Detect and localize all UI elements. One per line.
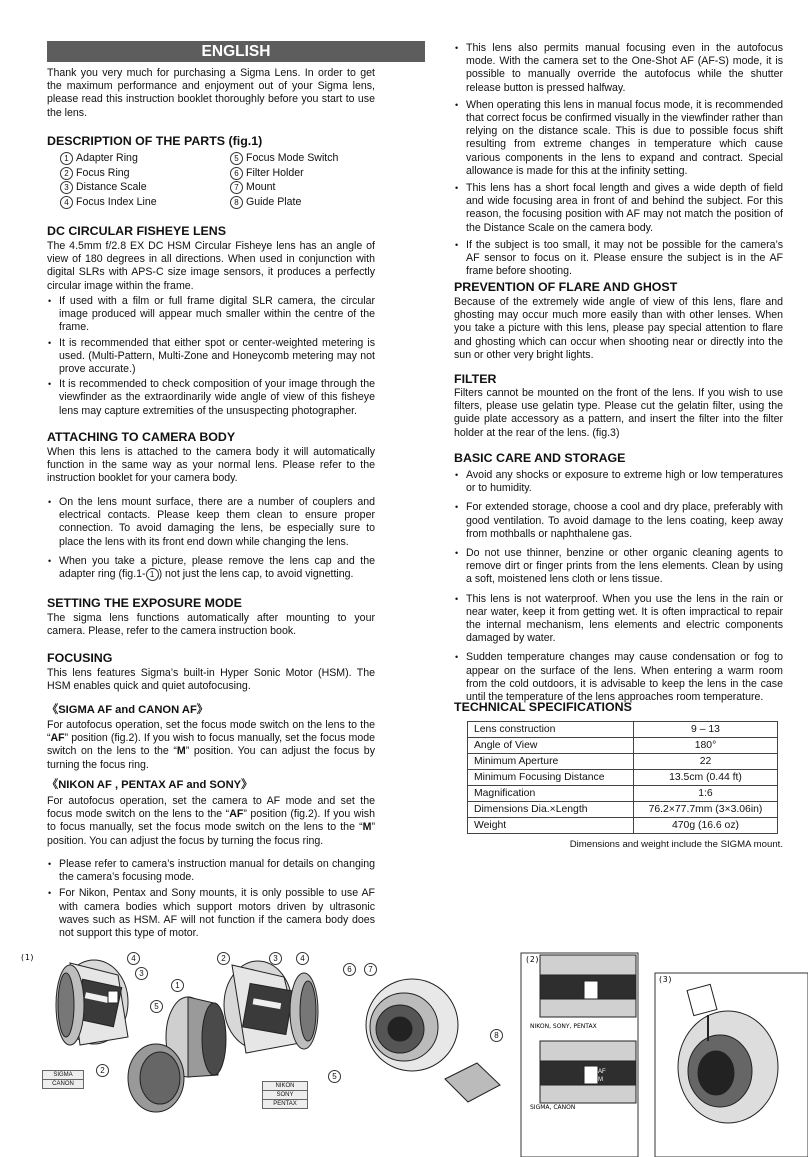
list-item: • If used with a film or full frame digital SLR camera, the circular image produced will appear much smaller within the centre of the frame. xyxy=(47,295,375,335)
part-item: 2 Focus Ring xyxy=(60,167,230,180)
list-item: • This lens has a short focal length and gives a wide depth of field and wide focusing area in front of and behind the subject. For this reason, the focusing position with AF may not match the position of the Distance Scale on the camera body. xyxy=(454,182,783,235)
table-row: Angle of View 180° xyxy=(468,738,778,754)
callout-number: 2 xyxy=(217,952,230,965)
part-item: 8 Guide Plate xyxy=(230,196,390,209)
mount-tag: CANON xyxy=(42,1079,84,1089)
attach-heading: ATTACHING TO CAMERA BODY xyxy=(47,430,236,444)
parts-list xyxy=(47,152,388,209)
list-item: • It is recommended that either spot or center-weighted metering is used. (Multi-Pattern, Multi-Zone and Honeycomb metering may not prove accurate.) xyxy=(47,337,375,377)
fig2-caption-sc: SIGMA, CANON xyxy=(530,1104,576,1111)
figures-area xyxy=(0,945,808,1157)
part-item: 5 Focus Mode Switch xyxy=(230,152,390,165)
nikon-pentax-sony-text: For autofocus operation, set the camera to AF mode and set the focus mode switch on the lens to the “AF” position (fig.2). If you wish to focus manually, set the focus mode switch on the lens to the “M” position. You can adjust the focus by turning the focus ring. xyxy=(47,795,375,847)
part-item: 3 Distance Scale xyxy=(60,181,230,194)
mount-tag: SONY xyxy=(262,1090,308,1100)
fig3-label: (3) xyxy=(658,975,673,984)
callout-number: 4 xyxy=(296,952,309,965)
callout-number: 1 xyxy=(171,979,184,992)
sigma-canon-subheading: 《SIGMA AF and CANON AF》 xyxy=(47,704,208,716)
filter-insert-drawing xyxy=(678,984,778,1123)
part-item: 4 Focus Index Line xyxy=(60,196,230,209)
mount-tag: NIKON xyxy=(262,1081,308,1091)
figure-illustrations xyxy=(0,945,808,1157)
nikon-pentax-sony-subheading: 《NIKON AF , PENTAX AF and SONY》 xyxy=(47,779,253,791)
lens-drawing xyxy=(56,960,128,1045)
sigma-canon-text: For autofocus operation, set the focus mode switch on the lens to the “AF” position (fig.2). If you wish to focus manually, set the focus mode switch on the lens to the “M” position. You can adjust the focus by turning the focus ring. xyxy=(47,719,375,771)
callout-number: 6 xyxy=(343,963,356,976)
mount-tag: PENTAX xyxy=(262,1099,308,1109)
focusing-text: This lens features Sigma’s built-in Hyper Sonic Motor (HSM). The HSM enables quick and quiet autofocusing. xyxy=(47,667,375,693)
attach-bullets xyxy=(47,496,375,583)
mount-tag: SIGMA xyxy=(42,1070,84,1080)
lens-rear-drawing xyxy=(366,979,458,1071)
callout-number: 2 xyxy=(96,1064,109,1077)
list-item: • When operating this lens in manual focus mode, it is recommended that correct focus be confirmed visually in the viewfinder rather than relying on the distance scale. This is due to possible focus shift resulting from extreme changes in temperature which cause various components in the lens to expand and contract. Special allowance is made for this at the infinity setting. xyxy=(454,99,783,178)
rear-cap-drawing xyxy=(128,1044,184,1112)
exposure-heading: SETTING THE EXPOSURE MODE xyxy=(47,596,242,610)
table-row: Minimum Aperture 22 xyxy=(468,754,778,770)
list-item: • This lens is not waterproof. When you use the lens in the rain or near water, keep it from getting wet. It is often impractical to repair the internal mechanism, lens elements and electric components damaged by water. xyxy=(454,593,783,646)
table-row: Magnification 1:6 xyxy=(468,786,778,802)
list-item: • For extended storage, choose a cool and dry place, preferably with good ventilation. To avoid damage to the lens coating, keep away from mothballs or naphthalene gas. xyxy=(454,501,783,541)
flare-text: Because of the extremely wide angle of view of this lens, flare and ghosting may occur much more easily than with other lenses. When you take a picture with this lens, please pay special attention to flare and ghosting which can occur when shooting near or directly into the sun or other very bright lights. xyxy=(454,296,783,361)
callout-number: 5 xyxy=(328,1070,341,1083)
fisheye-heading: DC CIRCULAR FISHEYE LENS xyxy=(47,224,226,238)
switch-af-label: AF xyxy=(598,1069,606,1075)
part-item: 6 Filter Holder xyxy=(230,167,390,180)
fisheye-text: The 4.5mm f/2.8 EX DC HSM Circular Fisheye lens has an angle of view of 180 degrees in all directions. When used in conjunction with digital SLRs with APS-C size image sensors, it produces a perfectly circular image within the frame. xyxy=(47,240,375,292)
focusing-notes xyxy=(454,42,783,280)
list-item: • Avoid any shocks or exposure to extreme high or low temperatures or to humidity. xyxy=(454,469,783,495)
part-item: 7 Mount xyxy=(230,181,390,194)
language-banner: ENGLISH xyxy=(47,41,425,62)
list-item: • Do not use thinner, benzine or other organic cleaning agents to remove dirt or finger prints from the lens elements. Clean by using a soft, moistened lens cloth or lens tissue. xyxy=(454,547,783,587)
flare-heading: PREVENTION OF FLARE AND GHOST xyxy=(454,280,678,294)
intro-text: Thank you very much for purchasing a Sigma Lens. In order to get the maximum performance and enjoyment out of your Sigma lens, please read this instruction booklet thoroughly before you start to use the lens. xyxy=(47,67,375,119)
callout-number: 8 xyxy=(490,1029,503,1042)
focusing-bullets xyxy=(47,858,375,942)
guide-plate-drawing xyxy=(445,1063,500,1102)
care-bullets xyxy=(454,469,783,706)
callout-number: 3 xyxy=(135,967,148,980)
callout-number: 4 xyxy=(127,952,140,965)
callout-number: 3 xyxy=(269,952,282,965)
callout-number: 7 xyxy=(364,963,377,976)
focusing-heading: FOCUSING xyxy=(47,651,113,665)
filter-text: Filters cannot be mounted on the front of the lens. If you wish to use filters, please use gelatin type. Please cut the gelatin filter, using the guide plate accessory as a pattern, and insert the filter into the filter holder at the rear of the lens. (fig.3) xyxy=(454,387,783,439)
fig2-caption-nsp: NIKON, SONY, PENTAX xyxy=(530,1023,597,1030)
filter-heading: FILTER xyxy=(454,372,497,386)
switch-m-label: M xyxy=(598,1077,603,1083)
specs-heading: TECHNICAL SPECIFICATIONS xyxy=(454,700,632,714)
list-item: • Please refer to camera’s instruction manual for details on changing the camera’s focusing mode. xyxy=(47,858,375,884)
exposure-text: The sigma lens functions automatically after mounting to your camera. Please, refer to the camera instruction book. xyxy=(47,612,375,638)
table-row: Weight 470g (16.6 oz) xyxy=(468,818,778,834)
part-item: 1 Adapter Ring xyxy=(60,152,230,165)
list-item: • Sudden temperature changes may cause condensation or fog to appear on the surface of the lens. When entering a warm room from the cold outdoors, it is advisable to keep the lens in the case until the temperature of the lens approaches room temperature. xyxy=(454,651,783,704)
fig2-label: (2) xyxy=(525,955,540,964)
fig1-label: (1) xyxy=(20,953,35,962)
list-item: • It is recommended to check composition of your image through the viewfinder as the extraordinarily wide angle of view of this fisheye lens may capture extremities of the unsuspecting photographer. xyxy=(47,378,375,418)
callout-number: 5 xyxy=(150,1000,163,1013)
specs-table xyxy=(467,721,778,834)
list-item: • This lens also permits manual focusing even in the autofocus mode. With the camera set to the One-Shot AF (AF-S) mode, it is possible to manually override the autofocus while the shutter release button is pressed halfway. xyxy=(454,42,783,95)
table-row: Dimensions Dia.×Length 76.2×77.7mm (3×3.06in) xyxy=(468,802,778,818)
table-row: Minimum Focusing Distance 13.5cm (0.44 ft) xyxy=(468,770,778,786)
list-item: • For Nikon, Pentax and Sony mounts, it is only possible to use AF with camera bodies which support motors driven by ultrasonic waves such as HSM. AF will not function if the camera body does not support this type of motor. xyxy=(47,887,375,940)
list-item: • When you take a picture, please remove the lens cap and the adapter ring (fig.1- 1 ) not just the lens cap, to avoid vignetting. xyxy=(47,555,375,581)
attach-text: When this lens is attached to the camera body it will automatically function in the same way as your normal lens. Please refer to the instruction booklet for your camera body. xyxy=(47,446,375,485)
lens-drawing xyxy=(224,961,318,1053)
fisheye-bullets xyxy=(47,295,375,420)
specs-note: Dimensions and weight include the SIGMA mount. xyxy=(569,839,783,850)
parts-heading: DESCRIPTION OF THE PARTS (fig.1) xyxy=(47,134,263,148)
list-item: • On the lens mount surface, there are a number of couplers and electrical contacts. Please keep them clean to ensure proper connection. To avoid damaging the lens, be especially sure to place the lens with its front end down while changing the lens. xyxy=(47,496,375,549)
list-item: • If the subject is too small, it may not be possible for the camera’s AF sensor to focus on it. Please ensure the subject is in the AF frame before shooting. xyxy=(454,239,783,279)
care-heading: BASIC CARE AND STORAGE xyxy=(454,451,626,465)
ref-number: 1 xyxy=(146,568,159,581)
table-row: Lens construction 9 – 13 xyxy=(468,722,778,738)
